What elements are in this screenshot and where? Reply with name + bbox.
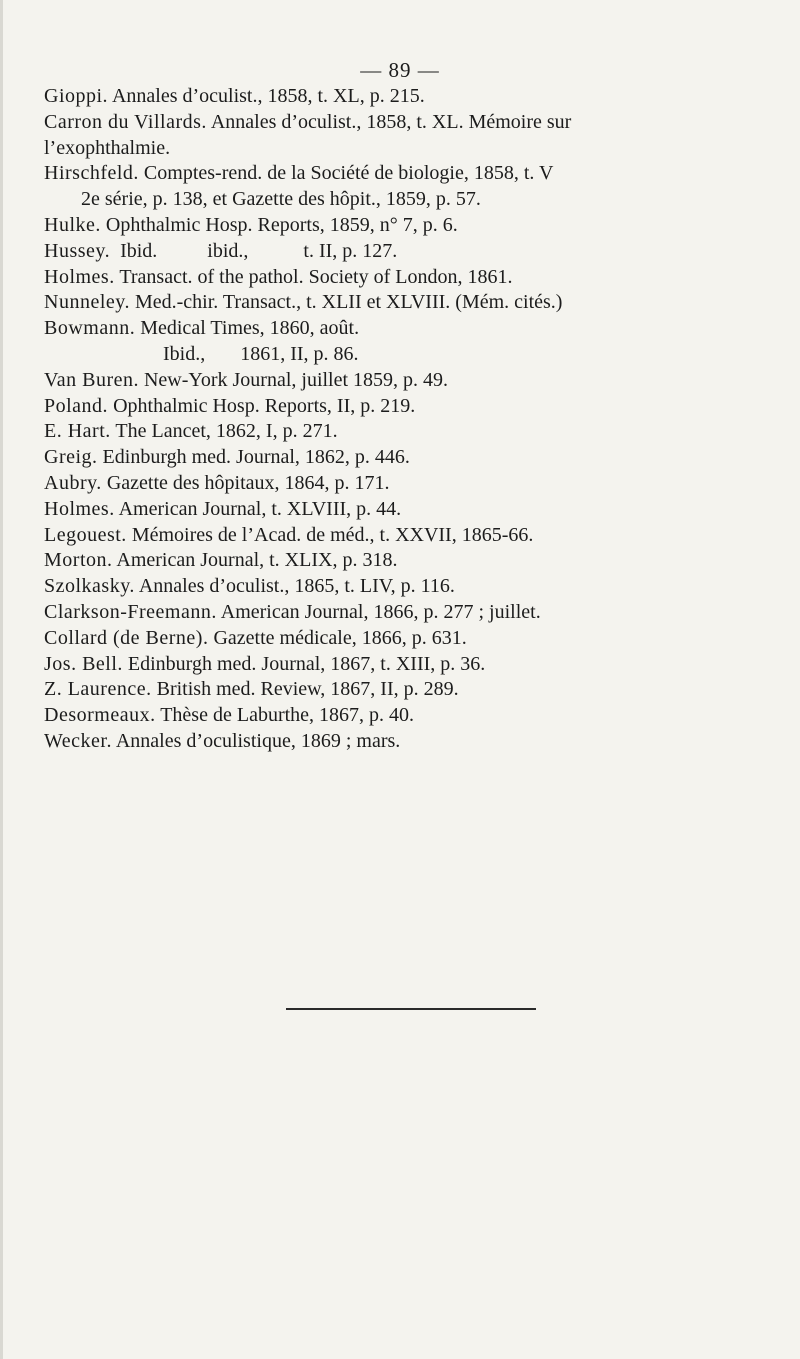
reference-citation: Medical Times, 1860, août. [135, 317, 360, 340]
reference-author: Aubry. [44, 471, 102, 494]
reference-author: Hirschfeld. [44, 162, 139, 185]
footer-rule [286, 1008, 536, 1010]
reference-line [44, 419, 784, 445]
reference-line [44, 213, 784, 239]
reference-citation: Ophthalmic Hosp. Reports, 1859, n° 7, p. 6. [100, 213, 458, 236]
reference-line [44, 677, 784, 703]
reference-author: Van Buren. [44, 368, 139, 391]
reference-line [44, 523, 784, 549]
reference-line [44, 497, 784, 523]
reference-citation: Ibid. ibid., t. II, p. 127. [110, 239, 398, 262]
reference-citation: American Journal, t. XLIX, p. 318. [112, 549, 398, 572]
reference-author: Hulke. [44, 213, 101, 236]
reference-citation: Annales d’oculistique, 1869 ; mars. [111, 729, 401, 752]
reference-author: Collard (de Berne). [44, 626, 209, 649]
reference-line [44, 471, 784, 497]
reference-citation: Gazette des hôpitaux, 1864, p. 171. [101, 471, 390, 494]
reference-line [44, 110, 784, 136]
reference-line [44, 368, 784, 394]
reference-line [44, 161, 784, 187]
reference-author: Desormeaux. [44, 704, 156, 727]
reference-citation: Transact. of the pathol. Society of London, 1861. [114, 265, 513, 288]
reference-citation: Mémoires de l’Acad. de méd., t. XXVII, 1865-66. [126, 523, 534, 546]
reference-line [44, 548, 784, 574]
reference-author: E. Hart. [44, 420, 111, 443]
reference-citation: British med. Review, 1867, II, p. 289. [151, 678, 459, 701]
reference-citation: American Journal, t. XLVIII, p. 44. [114, 497, 402, 520]
reference-citation: Comptes-rend. de la Société de biologie, 1858, t. V [138, 162, 554, 185]
reference-author: Holmes. [44, 497, 115, 520]
reference-line [44, 239, 784, 265]
reference-line [44, 652, 784, 678]
reference-citation: Annales d’oculist., 1865, t. LIV, p. 116. [134, 575, 455, 598]
page-number-header: — 89 — [360, 58, 440, 82]
reference-citation: The Lancet, 1862, I, p. 271. [110, 420, 338, 443]
reference-citation: Ophthalmic Hosp. Reports, II, p. 219. [108, 394, 416, 417]
reference-author: Greig. [44, 446, 98, 469]
reference-line [44, 600, 784, 626]
reference-author: Z. Laurence. [44, 678, 152, 701]
reference-citation: New-York Journal, juillet 1859, p. 49. [138, 368, 449, 391]
reference-citation: l’exophthalmie. [44, 136, 171, 159]
reference-citation: Annales d’oculist., 1858, t. XL, p. 215. [108, 85, 425, 107]
reference-citation: Thèse de Laburthe, 1867, p. 40. [155, 704, 415, 727]
reference-line [44, 626, 784, 652]
reference-line [44, 703, 784, 729]
reference-author: Holmes. [44, 265, 115, 288]
reference-author: Hussey. [44, 239, 111, 262]
reference-line [44, 729, 784, 755]
bibliography-list [44, 84, 784, 755]
reference-author: Wecker. [44, 729, 112, 752]
reference-author: Legouest. [44, 523, 127, 546]
reference-line-continued [44, 187, 784, 213]
reference-author: Clarkson-Freemann. [44, 600, 217, 623]
reference-author: Bowmann. [44, 317, 136, 340]
reference-author: Jos. Bell. [44, 652, 123, 675]
reference-author: Poland. [44, 394, 109, 417]
reference-author: Carron du Villards. [44, 110, 207, 133]
reference-citation: Gazette médicale, 1866, p. 631. [208, 626, 467, 649]
reference-author: Szolkasky. [44, 575, 135, 598]
reference-line [44, 290, 784, 316]
reference-line [44, 574, 784, 600]
reference-citation: Annales d’oculist., 1858, t. XL. Mémoire sur [206, 110, 572, 133]
reference-line [44, 84, 784, 110]
reference-citation: Ibid., 1861, II, p. 86. [163, 342, 359, 365]
reference-author: Nunneley. [44, 291, 130, 314]
reference-author: Morton. [44, 549, 113, 572]
reference-line [44, 445, 784, 471]
reference-line [44, 394, 784, 420]
reference-citation: Med.-chir. Transact., t. XLII et XLVIII. (Mém. cités.) [129, 291, 563, 314]
reference-author: Gioppi. [44, 85, 109, 107]
reference-citation: 2e série, p. 138, et Gazette des hôpit., 1859, p. 57. [81, 188, 481, 211]
reference-citation: Edinburgh med. Journal, 1862, p. 446. [97, 446, 410, 469]
reference-line-continued [44, 342, 784, 368]
reference-line [44, 316, 784, 342]
reference-citation: Edinburgh med. Journal, 1867, t. XIII, p. 36. [122, 652, 486, 675]
reference-citation: American Journal, 1866, p. 277 ; juillet. [216, 600, 541, 623]
page-left-edge [0, 0, 3, 1359]
reference-line-continued [44, 136, 784, 162]
reference-line [44, 265, 784, 291]
